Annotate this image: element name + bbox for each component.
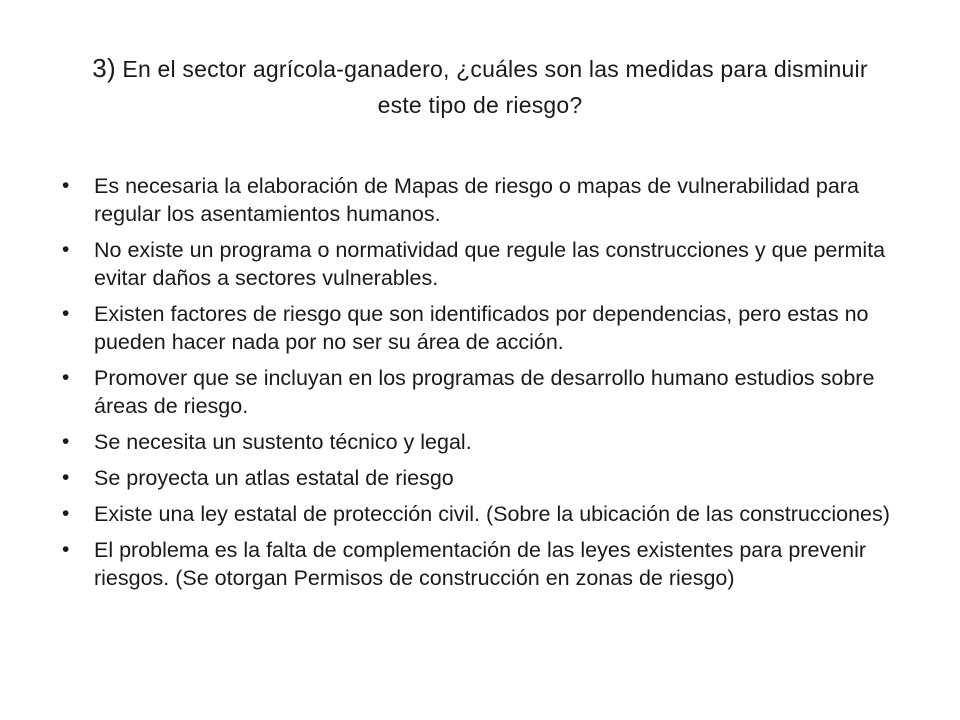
bullet-dot-icon: •: [62, 538, 70, 561]
bullet-dot-icon: •: [62, 302, 70, 325]
bullet-item: [62, 428, 912, 456]
slide-title: [90, 48, 870, 124]
bullet-text: Se proyecta un atlas estatal de riesgo: [94, 466, 454, 490]
bullet-text: Es necesaria la elaboración de Mapas de riesgo o mapas de vulnerabilidad para regular los asentamientos humanos.: [94, 174, 859, 226]
bullet-item: [62, 464, 912, 492]
bullet-dot-icon: •: [62, 366, 70, 389]
slide-title-number: 3): [92, 53, 116, 83]
bullet-text: Existen factores de riesgo que son identificados por dependencias, pero estas no pueden hacer nada por no ser su área de acción.: [94, 302, 869, 354]
bullet-text: El problema es la falta de complementación de las leyes existentes para prevenir riesgos. (Se otorgan Permisos de construcción en zonas de riesgo): [94, 538, 867, 590]
bullet-text: Existe una ley estatal de protección civil. (Sobre la ubicación de las construcciones): [94, 502, 890, 526]
bullet-item: [62, 536, 912, 592]
bullet-text: Promover que se incluyan en los programas de desarrollo humano estudios sobre áreas de riesgo.: [94, 366, 875, 418]
bullet-text: No existe un programa o normatividad que regule las construcciones y que permita evitar daños a sectores vulnerables.: [94, 238, 886, 290]
bullet-item: [62, 236, 912, 292]
slide-title-text: En el sector agrícola-ganadero, ¿cuáles son las medidas para disminuir este tipo de riesgo?: [122, 56, 868, 119]
bullet-item: [62, 500, 912, 528]
bullet-dot-icon: •: [62, 174, 70, 197]
bullet-list: [62, 172, 912, 600]
bullet-dot-icon: •: [62, 502, 70, 525]
bullet-item: [62, 172, 912, 228]
bullet-dot-icon: •: [62, 466, 70, 489]
bullet-dot-icon: •: [62, 430, 70, 453]
bullet-text: Se necesita un sustento técnico y legal.: [94, 430, 472, 454]
bullet-item: [62, 364, 912, 420]
bullet-item: [62, 300, 912, 356]
bullet-dot-icon: •: [62, 238, 70, 261]
